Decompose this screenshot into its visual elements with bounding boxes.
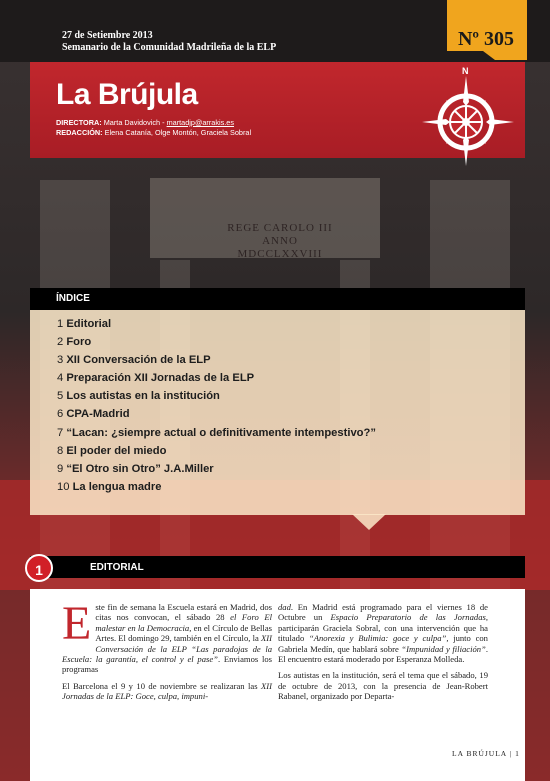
section-number-badge: 1	[25, 554, 53, 582]
compass-icon	[418, 62, 518, 168]
index-item[interactable]: 6 CPA-Madrid	[57, 408, 130, 421]
section-title: EDITORIAL	[90, 562, 144, 573]
index-item[interactable]: 2 Foro	[57, 336, 92, 349]
index-item[interactable]: 1 Editorial	[57, 318, 112, 330]
index-title: ÍNDICE	[56, 293, 90, 304]
drop-cap: E	[62, 597, 92, 650]
index-header-bar	[30, 288, 525, 310]
article-column-left	[62, 597, 272, 708]
index-item[interactable]: 7 “Lacan: ¿siempre actual o definitivamente intempestivo?”	[57, 426, 376, 439]
index-item[interactable]: 4 Preparación XII Jornadas de la ELP	[57, 372, 255, 385]
index-item[interactable]: 9 “El Otro sin Otro” J.A.Miller	[57, 462, 214, 475]
index-item[interactable]: 10 La lengua madre	[57, 480, 162, 493]
article-column-right	[278, 602, 488, 708]
staff-director: DIRECTORA: Marta Davidovich - martadjp@arrakis.es	[56, 118, 235, 127]
svg-text:N: N	[462, 66, 469, 76]
page-footer: LA BRÚJULA | 1	[452, 749, 520, 758]
director-email-link[interactable]: martadjp@arrakis.es	[166, 118, 235, 127]
staff-editors: REDACCIÓN: Elena Catanía, Olge Montón, Graciela Sobral	[56, 128, 252, 137]
index-item[interactable]: 8 El poder del miedo	[57, 444, 167, 457]
index-item[interactable]: 5 Los autistas en la institución	[57, 390, 220, 403]
issue-number: Nº 305	[457, 28, 515, 50]
index-list	[57, 318, 376, 499]
paragraph: Los autistas en la institución, será el tema que el sábado, 19 de octubre de 2013, con la presencia de Jean-Robert Rabanel, organizado por Departa-	[278, 670, 488, 702]
page-number: 1	[515, 749, 520, 758]
issue-subtitle: Semanario de la Comunidad Madrileña de la ELP	[62, 42, 277, 53]
index-item[interactable]: 3 XII Conversación de la ELP	[57, 354, 211, 367]
paragraph: El Barcelona el 9 y 10 de noviembre se realizaran las XII Jornadas de la ELP: Goce, culpa, impuni-	[62, 680, 272, 702]
issue-date: 27 de Setiembre 2013	[62, 30, 153, 41]
paragraph: Este fin de semana la Escuela estará en Madrid, dos citas nos convocan, el sábado 28 el Foro El malestar en la Democracia, en el Círculo de Bellas Artes. El domingo 29, también en el Círculo, la XII Conversación de la ELP “Las paradojas de la Escuela: la garantía, el control y el pase”. Enviamos los programas	[62, 597, 272, 675]
masthead-title: La Brújula	[56, 78, 198, 111]
monument-inscription: REGE CAROLO III ANNO MDCCLXXVIII	[227, 222, 333, 260]
paragraph: dad. En Madrid está programado para el viernes 18 de Octubre un Espacio Preparatorio de las Jornadas, participarán Graciela Sobral, con una intervención que ha titulado “Anorexia y Bulimia: goce y culpa”, junto con Gabriela Medín, que hablará sobre “Impunidad y filiación”. El encuentro estará moderado por Esperanza Molleda.	[278, 602, 488, 665]
